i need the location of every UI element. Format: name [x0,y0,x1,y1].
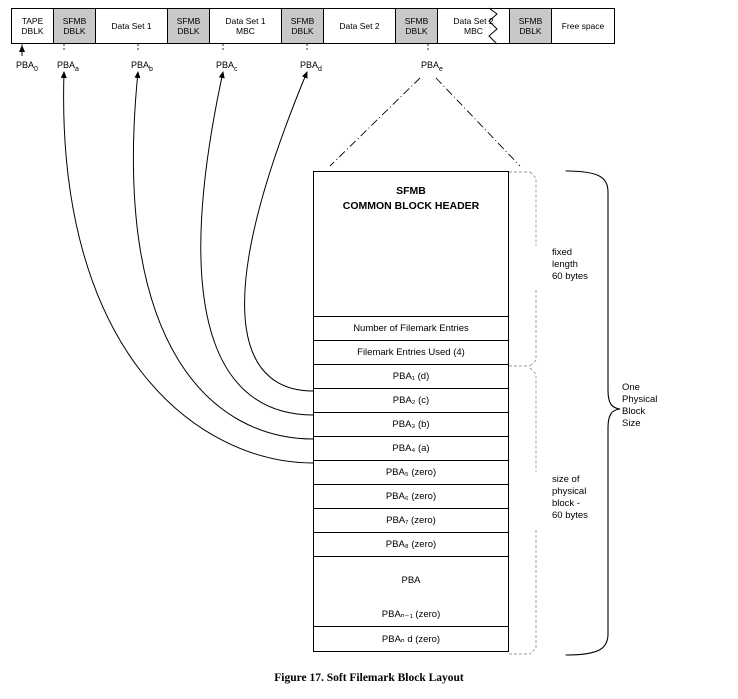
sfmb-field-row [314,365,508,389]
sfmb-field-row [314,603,508,627]
pba-label [131,60,153,73]
pba-label-base: PBA [421,60,440,70]
tape-cell [53,8,95,44]
tape-cell-line1: SFMB [404,16,429,26]
tape-cell [323,8,395,44]
sfmb-field-row [314,413,508,437]
pba-label-subscript: e [439,65,443,73]
sfmb-field-label: PBA₈ (zero) [385,539,437,550]
sfmb-field-label: PBA₆ (zero) [385,491,437,502]
tape-cell [167,8,209,44]
tape-cell-line2: MBC [464,26,483,36]
tape-cell [509,8,551,44]
sfmb-detail-block [313,171,509,652]
tape-cell-line1: TAPE [21,16,44,26]
tape-cell-line2: DBLK [177,26,200,36]
sfmb-field-row [314,341,508,365]
pba-label-subscript: c [234,65,238,73]
annotation-fixed-length [552,247,588,283]
sfmb-field-rows [314,317,508,651]
annotation-one-physical-line-0: One [622,382,640,393]
tape-cell [209,8,281,44]
tape-cell [95,8,167,44]
pba-label-base: PBA [16,60,35,70]
pba-label [16,60,38,73]
tape-cell-line2: DBLK [63,26,86,36]
sfmb-field-label: Number of Filemark Entries [353,323,469,334]
sfmb-field-row [314,485,508,509]
tape-cell-line1: Data Set 2 [453,16,494,26]
pba-label-base: PBA [57,60,76,70]
sfmb-field-row [314,533,508,557]
pba-label [57,60,79,73]
tape-cell-line1: SFMB [518,16,543,26]
sfmb-field-row [314,317,508,341]
sfmb-field-label: PBA [401,574,421,586]
sfmb-field-row [314,557,508,603]
sfmb-common-block-header [314,172,508,317]
tape-cell-line2: MBC [236,26,255,36]
sfmb-field-label: PBA₂ (c) [392,395,430,406]
sfmb-field-row [314,627,508,651]
pba-label-subscript: 0 [34,65,38,73]
sfmb-field-label: PBA₅ (zero) [385,467,437,478]
annotation-fixed-length-line-0: fixed [552,247,573,258]
annotation-size-line-0: size of [552,474,580,485]
tape-cell [395,8,437,44]
annotation-one-physical-line-2: Block [622,406,646,417]
pba-label [216,60,238,73]
pba-label-base: PBA [131,60,150,70]
tape-cell [11,8,53,44]
tape-cell-line2: DBLK [519,26,542,36]
tape-cell-line1: Free space [561,21,605,31]
tape-cell-line2: DBLK [21,26,44,36]
pba-label [421,60,443,73]
sfmb-field-label: PBA₇ (zero) [386,515,436,526]
tape-cell [551,8,615,44]
tape-cell-line1: Data Set 1 [225,16,266,26]
annotation-size-line-2: block - [552,498,580,509]
tape-cell-line2: DBLK [291,26,314,36]
sfmb-field-row [314,509,508,533]
sfmb-field-label: PBA₄ (a) [392,443,430,454]
tape-cell-line1: SFMB [290,16,315,26]
tape-cell [437,8,509,44]
tape-cell [281,8,323,44]
annotation-size-line-1: physical [552,486,587,497]
pba-label-subscript: d [318,65,322,73]
pba-label-subscript: b [149,65,153,73]
annotation-size-line-3: 60 bytes [552,510,588,521]
sfmb-field-label: PBAₙ₋₁ (zero) [381,609,441,620]
annotation-one-physical-line-3: Size [622,418,641,429]
tape-cell-line1: Data Set 2 [339,21,380,31]
sfmb-field-row [314,437,508,461]
sfmb-field-label: PBA₃ (b) [392,419,430,430]
tape-cell-line1: SFMB [62,16,87,26]
pba-label-base: PBA [216,60,235,70]
tape-layout-strip [11,8,615,44]
sfmb-header-line1: SFMB [396,185,426,197]
pba-label-base: PBA [300,60,319,70]
annotation-one-physical-line-1: Physical [622,394,658,405]
pba-label-subscript: a [75,65,79,73]
sfmb-field-row [314,461,508,485]
sfmb-field-label: Filemark Entries Used (4) [357,347,465,358]
tape-cell-line1: Data Set 1 [111,21,152,31]
tape-cell-line1: SFMB [176,16,201,26]
sfmb-field-label: PBAₙ d (zero) [381,633,441,645]
sfmb-field-row [314,389,508,413]
tape-cell-line2: DBLK [405,26,428,36]
pba-label [300,60,322,73]
figure-caption: Figure 17. Soft Filemark Block Layout [274,672,464,684]
annotation-fixed-length-line-2: 60 bytes [552,271,588,282]
annotation-one-physical-block-size [622,382,657,430]
annotation-size-of-physical-block [552,474,588,522]
sfmb-header-line2: COMMON BLOCK HEADER [342,200,480,212]
annotation-fixed-length-line-1: length [552,259,578,270]
sfmb-field-label: PBA₁ (d) [392,371,430,382]
